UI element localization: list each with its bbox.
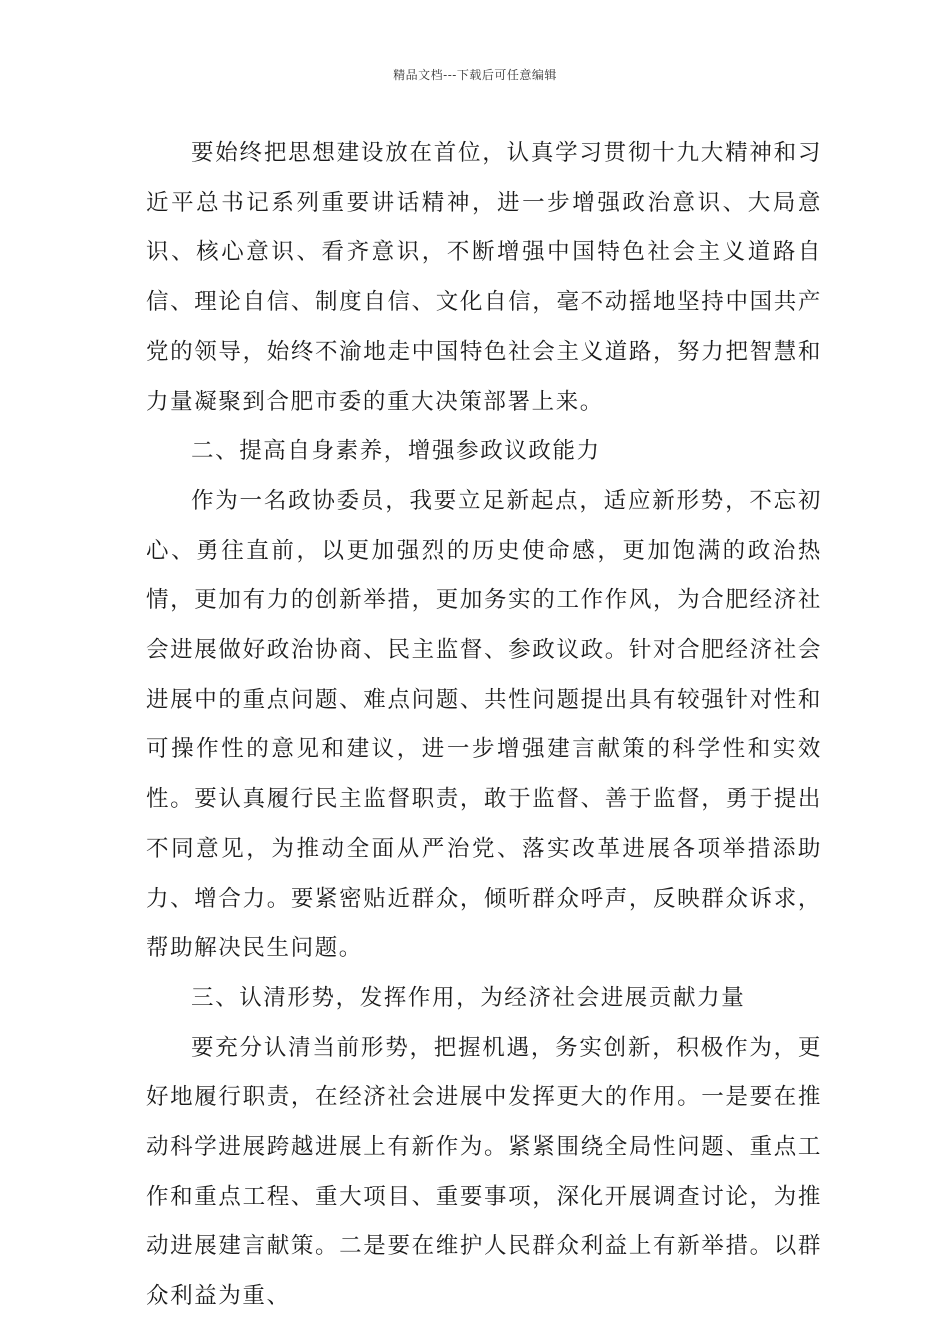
page-header: 精品文档---下载后可任意编辑 (393, 68, 557, 82)
section-heading-2: 二、提高自身素养，增强参政议政能力 (191, 438, 601, 465)
section-heading-3: 三、认清形势，发挥作用，为经济社会进展贡献力量 (191, 984, 746, 1011)
document-body (146, 129, 822, 1322)
paragraph-capability: 作为一名政协委员，我要立足新起点，适应新形势，不忘初心、勇往直前，以更加强烈的历史使命感，更加饱满的政治热情，更加有力的创新举措，更加务实的工作作风，为合肥经济社会进展做好政治协商、民主监督、参政议政。针对合肥经济社会进展中的重点问题、难点问题、共性问题提出具有较强针对性和可操作性的意见和建议，进一步增强建言献策的科学性和实效性。要认真履行民主监督职责，敢于监督、善于监督，勇于提出不同意见，为推动全面从严治党、落实改革进展各项举措添助力、增合力。要紧密贴近群众，倾听群众呼声，反映群众诉求，帮助解决民生问题。 (146, 487, 822, 962)
paragraph-ideology: 要始终把思想建设放在首位，认真学习贯彻十九大精神和习近平总书记系列重要讲话精神，进一步增强政治意识、大局意识、核心意识、看齐意识，不断增强中国特色社会主义道路自信、理论自信、制度自信、文化自信，毫不动摇地坚持中国共产党的领导，始终不渝地走中国特色社会主义道路，努力把智慧和力量凝聚到合肥市委的重大决策部署上来。 (146, 140, 822, 415)
paragraph-contribution: 要充分认清当前形势，把握机遇，务实创新，积极作为，更好地履行职责，在经济社会进展中发挥更大的作用。一是要在推动科学进展跨越进展上有新作为。紧紧围绕全局性问题、重点工作和重点工程、重大项目、重要事项，深化开展调查讨论，为推动进展建言献策。二是要在维护人民群众利益上有新举措。以群众利益为重、 (146, 1034, 822, 1310)
